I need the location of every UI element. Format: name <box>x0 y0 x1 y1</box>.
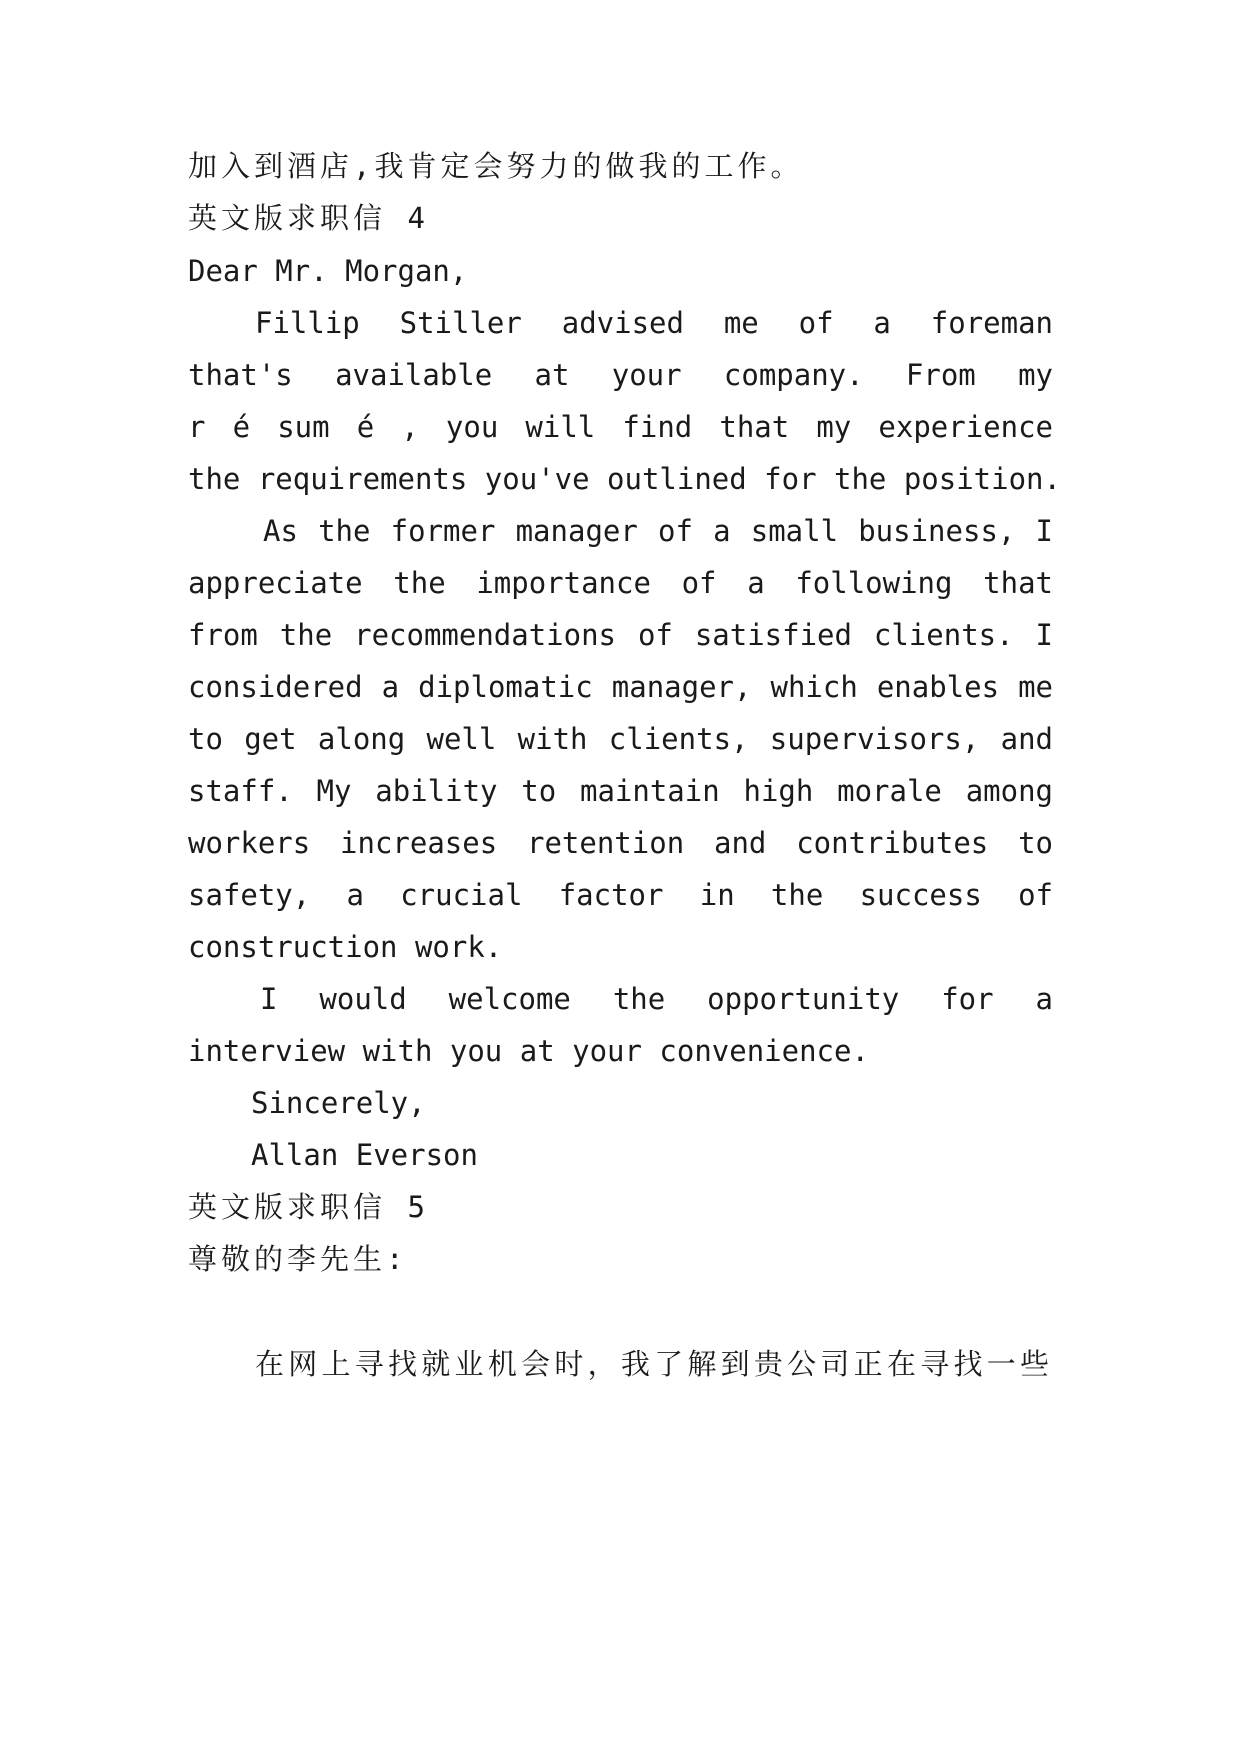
section-heading: 英文版求职信 4 <box>188 201 429 235</box>
text-line: to get along well with clients, supervisors, and <box>188 722 1053 756</box>
salutation: Dear Mr. Morgan, <box>188 254 468 288</box>
text-line: interview with you at your convenience. <box>188 1034 869 1068</box>
signature-name: Allan Everson <box>251 1138 478 1172</box>
text-line: from the recommendations of satisfied clients. I <box>188 618 1053 652</box>
text-line: 加入到酒店,我肯定会努力的做我的工作。 <box>188 149 804 183</box>
text-line: workers increases retention and contributes to <box>188 826 1053 860</box>
text-line: As the former manager of a small business, I <box>263 514 1053 548</box>
text-line: the requirements you've outlined for the position. <box>188 462 1061 496</box>
text-line: 在网上寻找就业机会时，我了解到贵公司正在寻找一些 <box>255 1347 1053 1381</box>
section-heading: 英文版求职信 5 <box>188 1190 429 1224</box>
text-line: considered a diplomatic manager, which enables me <box>188 670 1053 704</box>
text-line: that's available at your company. From my <box>188 358 1053 392</box>
closing: Sincerely, <box>251 1086 426 1120</box>
text-line: r é sum é , you will find that my experience <box>188 410 1053 444</box>
text-line: I would welcome the opportunity for a <box>260 982 1053 1016</box>
text-line: Fillip Stiller advised me of a foreman <box>255 306 1053 340</box>
text-line: appreciate the importance of a following that <box>188 566 1053 600</box>
salutation: 尊敬的李先生: <box>188 1242 408 1276</box>
text-line: construction work. <box>188 930 503 964</box>
text-line: safety, a crucial factor in the success of <box>188 878 1053 912</box>
text-line: staff. My ability to maintain high morale among <box>188 774 1053 808</box>
